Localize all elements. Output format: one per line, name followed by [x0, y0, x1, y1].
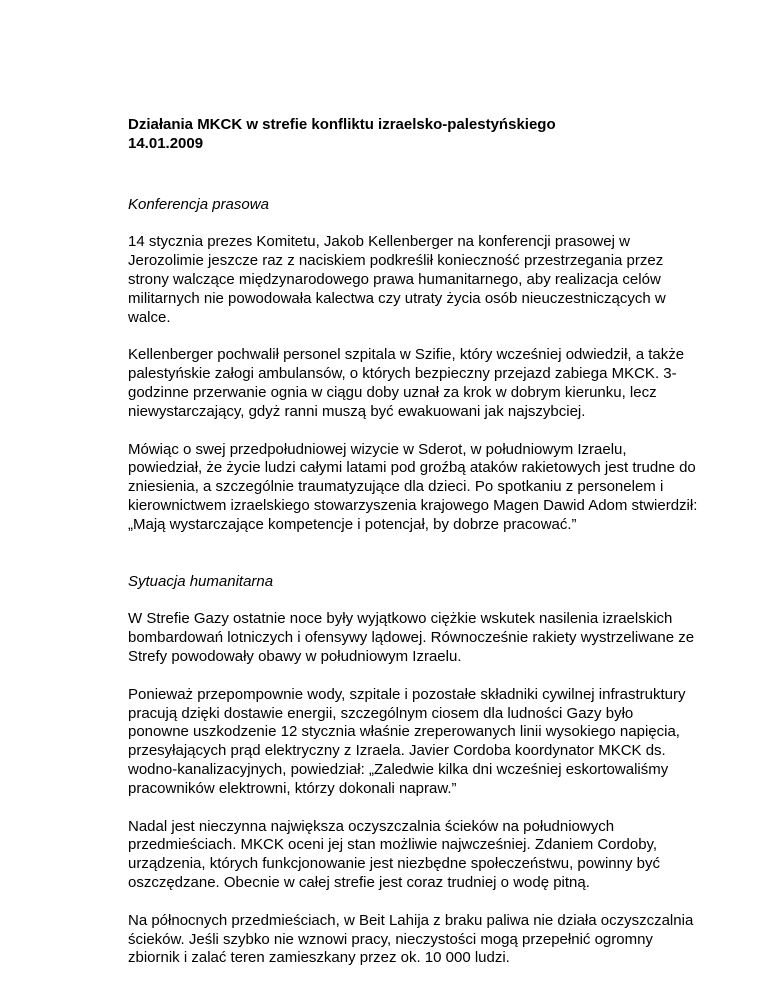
document-title: [128, 116, 698, 154]
section-heading-press-conference: Konferencja prasowa: [128, 195, 269, 213]
paragraph-humanitarian-2: Ponieważ przepompownie wody, szpitale i pozostałe składniki cywilnej infrastruktury pracują dzięki dostawie energii, szczególnym ciosem dla ludności Gazy było ponowne uszkodzenie 12 stycznia właśnie zreperowanych linii wysokiego napięcia, przesyłających prąd elektryczny z Izraela. Javier Cordoba koordynator MKCK ds. wodno-kanalizacyjnych, powiedział: „Zaledwie kilka dni wcześniej eskortowaliśmy pracowników elektrowni, którzy dokonali napraw.”: [128, 685, 686, 797]
document-title-text: Działania MKCK w strefie konfliktu izraelsko-palestyńskiego: [128, 116, 556, 133]
document-date: 14.01.2009: [128, 134, 204, 152]
paragraph-humanitarian-3: Nadal jest nieczynna największa oczyszczalnia ścieków na południowych przedmieściach. MKCK oceni jej stan możliwie najwcześniej. Zdaniem Cordoby, urządzenia, których funkcjonowanie jest niezbędne społeczeństwu, powinny być oszczędzane. Obecnie w całej strefie jest coraz trudniej o wodę pitną.: [128, 817, 660, 891]
paragraph-press-1: 14 stycznia prezes Komitetu, Jakob Kellenberger na konferencji prasowej w Jerozolimie jeszcze raz z naciskiem podkreślił konieczność przestrzegania przez strony walczące międzynarodowego prawa humanitarnego, aby realizacja celów militarnych nie powodowała kalectwa czy utraty życia osób nieuczestniczących w walce.: [128, 233, 666, 326]
section-heading-humanitarian-situation: Sytuacja humanitarna: [128, 572, 274, 590]
paragraph-press-3: Mówiąc o swej przedpołudniowej wizycie w Sderot, w południowym Izraelu, powiedział, że życie ludzi całymi latami pod groźbą ataków rakietowych jest trudne do zniesienia, a szczególnie traumatyzujące dla dzieci. Po spotkaniu z personelem i kierownictwem izraelskiego stowarzyszenia krajowego Magen Dawid Adom stwierdził: „Mają wystarczające kompetencje i potencjał, by dobrze pracować.”: [128, 440, 698, 533]
paragraph-humanitarian-4: Na północnych przedmieściach, w Beit Lahija z braku paliwa nie działa oczyszczalnia ścieków. Jeśli szybko nie wznowi pracy, nieczystości mogą przepełnić ogromny zbiornik i zalać teren zamieszkany przez ok. 10 000 ludzi.: [128, 911, 694, 967]
paragraph-humanitarian-1: W Strefie Gazy ostatnie noce były wyjątkowo ciężkie wskutek nasilenia izraelskich bombardowań lotniczych i ofensywy lądowej. Równocześnie rakiety wystrzeliwane ze Strefy powodowały obawy w południowym Izraelu.: [128, 610, 695, 665]
document-page: [128, 116, 698, 968]
paragraph-press-2: Kellenberger pochwalił personel szpitala w Szifie, który wcześniej odwiedził, a także palestyńskie załogi ambulansów, o których bezpieczny przejazd zabiega MKCK. 3-godzinne przerwanie ognia w ciągu doby uznał za krok w dobrym kierunku, lecz niewystarczający, gdyż ranni muszą być ewakuowani jak najszybciej.: [128, 346, 685, 420]
